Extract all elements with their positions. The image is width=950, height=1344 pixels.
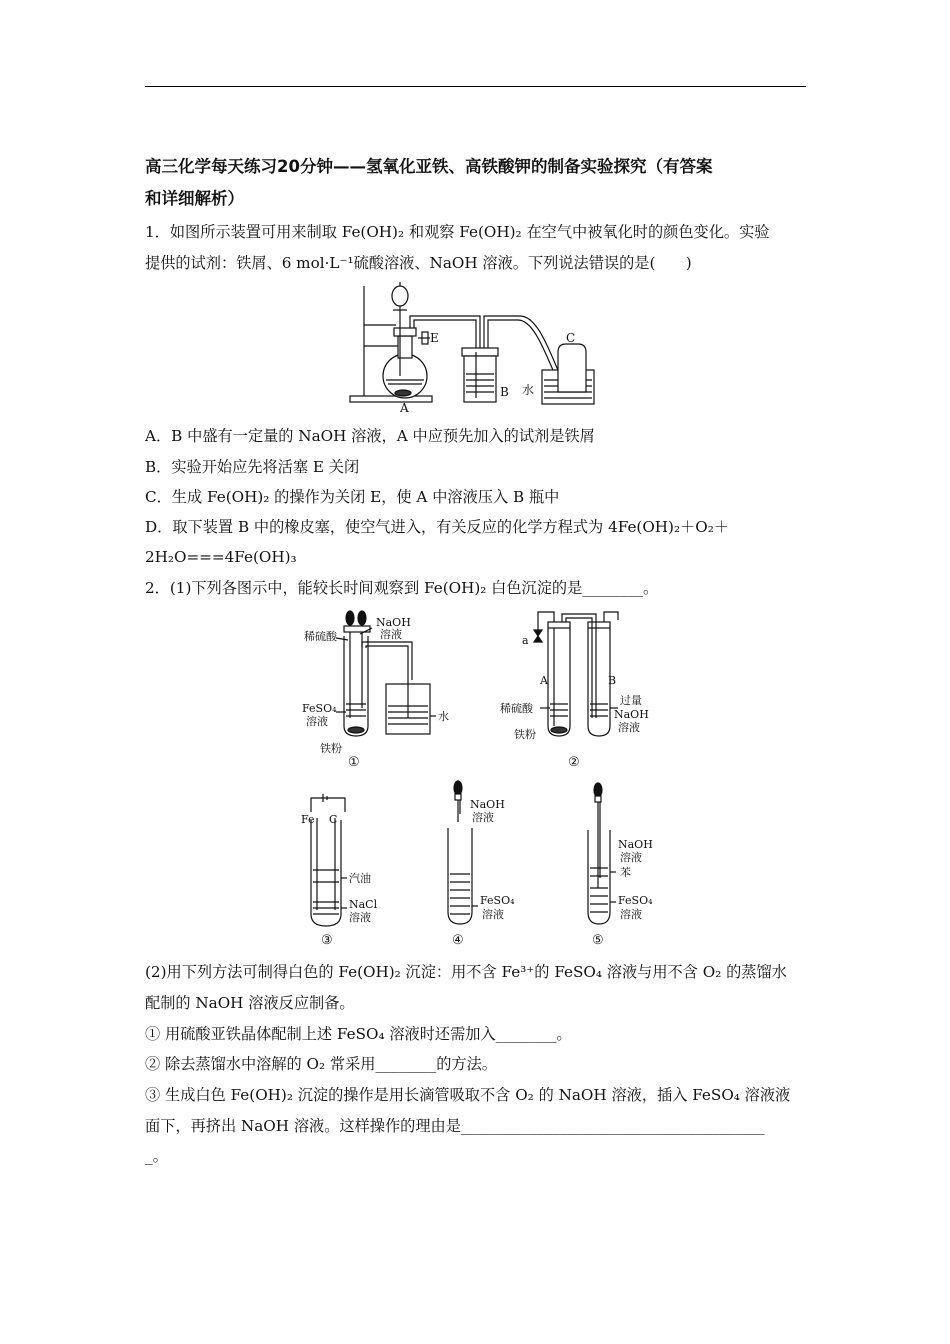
f2-valve-a: a bbox=[522, 634, 529, 647]
f3-nacl-sol: 溶液 bbox=[349, 911, 371, 924]
f5-naoh-sol: 溶液 bbox=[620, 851, 642, 864]
q1-option-d: D．取下装置 B 中的橡皮塞，使空气进入，有关反应的化学方程式为 4Fe(OH)₂＋O₂＋ bbox=[145, 518, 729, 536]
f2-naoh-sol: 溶液 bbox=[618, 721, 640, 734]
q2-part2-cont: 配制的 NaOH 溶液反应制备。 bbox=[145, 994, 355, 1012]
q2-sub3-end: _。 bbox=[145, 1147, 168, 1165]
f4-number: ④ bbox=[452, 933, 464, 948]
q1-option-c: C．生成 Fe(OH)₂ 的操作为关闭 E，使 A 中溶液压入 B 瓶中 bbox=[145, 488, 560, 506]
f2-label-a: A bbox=[540, 674, 548, 687]
f3-oil: 汽油 bbox=[349, 872, 371, 885]
f1-feso4-sol: 溶液 bbox=[306, 715, 328, 728]
f4-feso4: FeSO₄ bbox=[480, 894, 515, 907]
label-c: C bbox=[566, 331, 576, 345]
q2-figure-4 bbox=[440, 778, 540, 950]
f5-naoh: NaOH bbox=[618, 838, 653, 851]
q2-part1: 2．(1)下列各图示中，能较长时间观察到 Fe(OH)₂ 白色沉淀的是________。 bbox=[145, 579, 659, 597]
header-rule bbox=[145, 86, 806, 87]
f1-acid: 稀硫酸 bbox=[304, 630, 337, 643]
f1-water: 水 bbox=[438, 710, 449, 723]
page-title-cont: 和详细解析） bbox=[145, 189, 244, 208]
q1-option-a: A．B 中盛有一定量的 NaOH 溶液，A 中应预先加入的试剂是铁屑 bbox=[145, 427, 595, 445]
q2-sub3: ③ 生成白色 Fe(OH)₂ 沉淀的操作是用长滴管吸取不含 O₂ 的 NaOH 溶液，插入 FeSO₄ 溶液液 bbox=[145, 1086, 791, 1104]
q2-figure-2 bbox=[500, 608, 660, 770]
q1-option-d-cont: 2H₂O===4Fe(OH)₃ bbox=[145, 548, 297, 566]
q2-figure-5 bbox=[578, 778, 678, 950]
f1-iron: 铁粉 bbox=[320, 742, 342, 755]
q2-sub1: ① 用硫酸亚铁晶体配制上述 FeSO₄ 溶液时还需加入________。 bbox=[145, 1025, 572, 1043]
q2-sub2: ② 除去蒸馏水中溶解的 O₂ 常采用________的方法。 bbox=[145, 1055, 497, 1073]
f2-acid: 稀硫酸 bbox=[500, 702, 533, 715]
f1-feso4: FeSO₄ bbox=[302, 702, 337, 715]
label-b: B bbox=[500, 385, 509, 399]
f3-c: C bbox=[329, 813, 338, 826]
page-title: 高三化学每天练习20分钟——氢氧化亚铁、高铁酸钾的制备实验探究（有答案 bbox=[145, 157, 713, 176]
q1-apparatus-figure bbox=[340, 280, 610, 416]
f2-naoh: NaOH bbox=[614, 708, 649, 721]
q2-sub3-cont: 面下，再挤出 NaOH 溶液。这样操作的理由是________________________________________ bbox=[145, 1117, 765, 1135]
f4-feso4-sol: 溶液 bbox=[482, 908, 504, 921]
f5-number: ⑤ bbox=[592, 933, 604, 948]
q2-figure-3 bbox=[295, 790, 405, 950]
f2-excess: 过量 bbox=[620, 694, 642, 707]
f3-number: ③ bbox=[321, 933, 333, 948]
q1-option-b: B．实验开始应先将活塞 E 关闭 bbox=[145, 458, 360, 476]
f5-feso4-sol: 溶液 bbox=[620, 908, 642, 921]
f1-number: ① bbox=[348, 755, 360, 770]
f4-naoh: NaOH bbox=[470, 798, 505, 811]
f4-naoh-sol: 溶液 bbox=[472, 811, 494, 824]
label-water: 水 bbox=[522, 383, 535, 397]
q1-stem: 1．如图所示装置可用来制取 Fe(OH)₂ 和观察 Fe(OH)₂ 在空气中被氧化时的颜色变化。实验 bbox=[145, 223, 770, 241]
f3-fe: Fe bbox=[301, 813, 315, 826]
q2-part2: (2)用下列方法可制得白色的 Fe(OH)₂ 沉淀：用不含 Fe³⁺的 FeSO₄ 溶液与用不含 O₂ 的蒸馏水 bbox=[145, 963, 787, 981]
f5-benzene: 苯 bbox=[620, 866, 631, 879]
q1-stem-cont: 提供的试剂：铁屑、6 mol·L⁻¹硫酸溶液、NaOH 溶液。下列说法错误的是( ) bbox=[145, 254, 692, 272]
f1-naoh-sol: 溶液 bbox=[380, 628, 402, 641]
f3-nacl: NaCl bbox=[349, 898, 378, 911]
q2-figure-1 bbox=[300, 608, 460, 770]
f2-iron: 铁粉 bbox=[514, 728, 536, 741]
label-e: E bbox=[430, 331, 439, 345]
f5-feso4: FeSO₄ bbox=[618, 894, 653, 907]
label-a: A bbox=[400, 401, 409, 415]
f2-number: ② bbox=[568, 755, 580, 770]
f1-naoh: NaOH bbox=[376, 616, 411, 629]
f2-label-b: B bbox=[608, 674, 617, 687]
